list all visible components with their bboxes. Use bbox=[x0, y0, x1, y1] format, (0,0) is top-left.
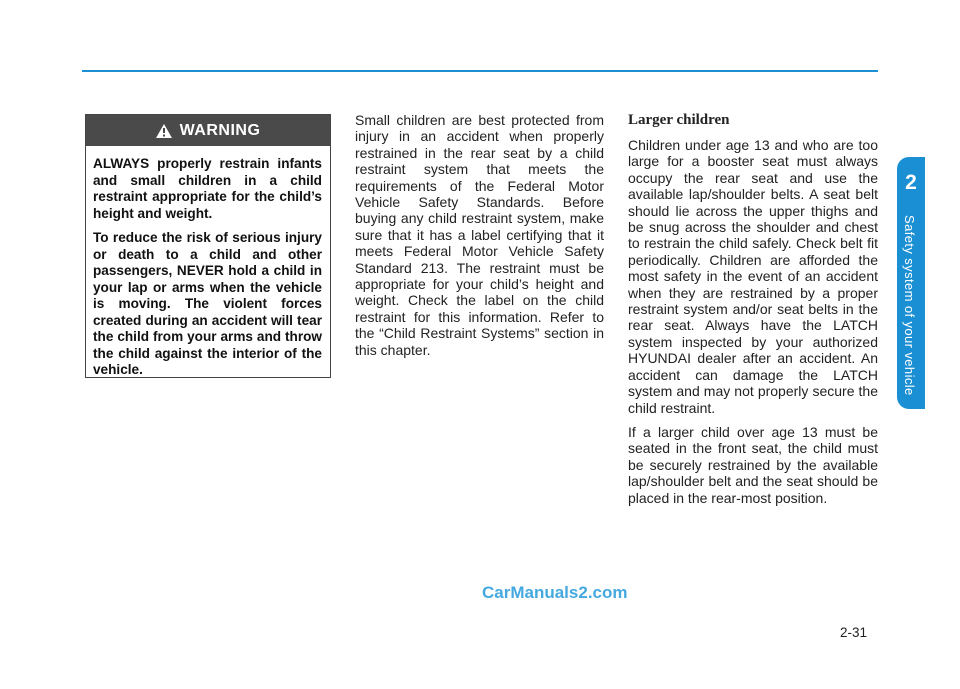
warning-box bbox=[85, 114, 331, 378]
warning-title: WARNING bbox=[179, 121, 261, 139]
body-paragraph: Small children are best protected from injury in an accident when properly restrained in the rear seat by a child restraint system that meets the requirements of the Federal Motor Vehicle Safety Standards. Before buying any child restraint system, make sure that it has a label certifying that it meets Federal Motor Vehicle Safety Standard 213. The restraint must be appropriate for your child’s height and weight. Check the label on the child restraint for this information. Refer to the “Child Restraint Systems” section in this chapter. bbox=[355, 112, 604, 358]
body-paragraph: If a larger child over age 13 must be seated in the front seat, the child must be securely restrained by the available lap/shoulder belt and the seat should be placed in the rear-most position. bbox=[628, 423, 878, 506]
header-rule bbox=[82, 70, 878, 72]
warning-triangle-icon bbox=[156, 124, 172, 138]
chapter-label: Safety system of your vehicle bbox=[902, 215, 917, 396]
warning-body bbox=[86, 146, 330, 379]
page-number: 2-31 bbox=[840, 625, 868, 640]
section-heading: Larger children bbox=[628, 112, 730, 128]
chapter-tab[interactable] bbox=[897, 157, 925, 409]
warning-paragraph: To reduce the risk of serious injury or death to a child and other passengers, NEVER hold a child in your lap or arms when the vehicle is moving. The violent forces created during an accident will tear the child from your arms and throw the child against the interior of the vehicle. bbox=[93, 230, 322, 377]
right-column bbox=[628, 112, 878, 514]
warning-paragraph: ALWAYS properly restrain infants and small children in a child restraint appropriate for the child’s height and weight. bbox=[93, 156, 322, 221]
body-paragraph: Children under age 13 and who are too large for a booster seat must always occupy the rear seat and use the available lap/shoulder belts. A seat belt should lie across the upper thighs and be snug across the shoulder and chest to restrain the child safely. Check belt fit periodically. Children are afforded the most safety in the event of an accident when they are restrained by a proper restraint system and/or seat belts in the rear seat. Always have the LATCH system inspected by your authorized HYUNDAI dealer after an accident. An accident can damage the LATCH system and may not properly secure the child restraint. bbox=[628, 137, 878, 416]
middle-column bbox=[355, 112, 604, 366]
warning-header bbox=[86, 115, 330, 146]
watermark-link[interactable]: CarManuals2.com bbox=[482, 583, 628, 602]
chapter-number: 2 bbox=[905, 171, 917, 194]
